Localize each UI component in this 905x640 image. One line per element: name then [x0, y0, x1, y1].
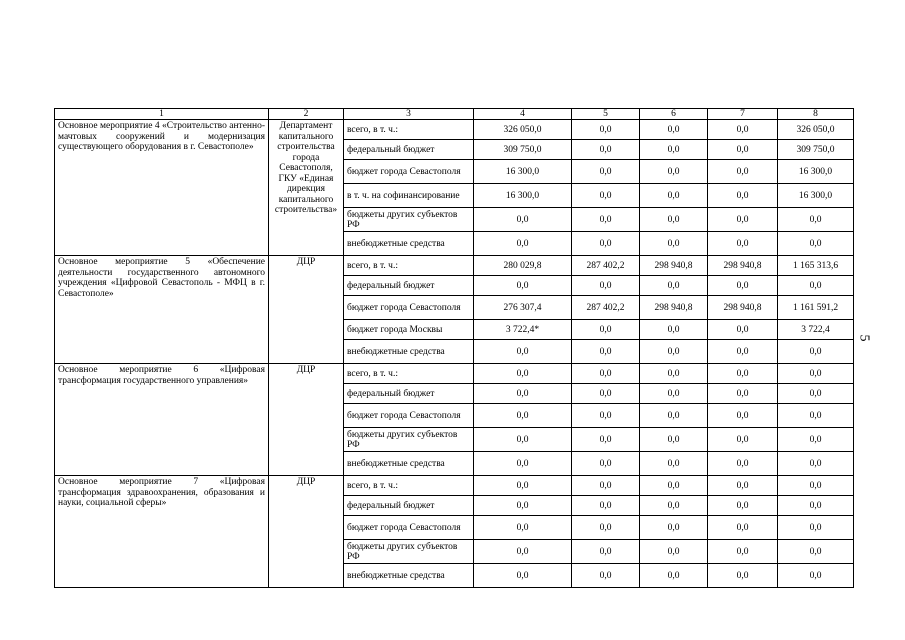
amount-cell: 0,0: [708, 476, 778, 496]
funding-source: бюджет города Севастополя: [344, 404, 474, 428]
amount-cell: 0,0: [708, 364, 778, 384]
amount-cell: 3 722,4: [778, 320, 854, 340]
amount-cell: 0,0: [708, 320, 778, 340]
column-header: 7: [708, 109, 778, 120]
amount-cell: 0,0: [474, 516, 572, 540]
amount-cell: 276 307,4: [474, 296, 572, 320]
amount-cell: 0,0: [708, 340, 778, 364]
funding-source: бюджеты других субъектов РФ: [344, 540, 474, 564]
amount-cell: 0,0: [572, 496, 640, 516]
table-header-row: [55, 109, 854, 120]
amount-cell: 0,0: [640, 340, 708, 364]
amount-cell: 0,0: [640, 564, 708, 588]
amount-cell: 0,0: [572, 452, 640, 476]
amount-cell: 1 161 591,2: [778, 296, 854, 320]
amount-cell: 298 940,8: [640, 296, 708, 320]
amount-cell: 0,0: [474, 496, 572, 516]
executor: ДЦР: [269, 364, 344, 476]
column-header: 6: [640, 109, 708, 120]
amount-cell: 0,0: [474, 452, 572, 476]
funding-source: внебюджетные средства: [344, 232, 474, 256]
amount-cell: 0,0: [708, 496, 778, 516]
amount-cell: 0,0: [474, 340, 572, 364]
amount-cell: 0,0: [708, 208, 778, 232]
amount-cell: 0,0: [640, 428, 708, 452]
amount-cell: 0,0: [708, 564, 778, 588]
amount-cell: 0,0: [474, 276, 572, 296]
funding-table: [54, 108, 854, 588]
funding-source: внебюджетные средства: [344, 340, 474, 364]
amount-cell: 0,0: [572, 384, 640, 404]
amount-cell: 0,0: [778, 232, 854, 256]
amount-cell: 0,0: [572, 564, 640, 588]
amount-cell: 0,0: [474, 428, 572, 452]
amount-cell: 0,0: [640, 452, 708, 476]
table-row: [55, 364, 854, 384]
funding-source: всего, в т. ч.:: [344, 120, 474, 140]
amount-cell: 0,0: [708, 516, 778, 540]
funding-source: бюджеты других субъектов РФ: [344, 208, 474, 232]
funding-source: федеральный бюджет: [344, 140, 474, 160]
amount-cell: 0,0: [572, 340, 640, 364]
amount-cell: 0,0: [572, 208, 640, 232]
amount-cell: 0,0: [640, 120, 708, 140]
funding-source: бюджет города Москвы: [344, 320, 474, 340]
amount-cell: 0,0: [640, 540, 708, 564]
amount-cell: 0,0: [640, 476, 708, 496]
amount-cell: 3 722,4*: [474, 320, 572, 340]
amount-cell: 16 300,0: [474, 184, 572, 208]
amount-cell: 0,0: [474, 208, 572, 232]
amount-cell: 298 940,8: [708, 296, 778, 320]
amount-cell: 298 940,8: [708, 256, 778, 276]
amount-cell: 0,0: [572, 540, 640, 564]
amount-cell: 16 300,0: [778, 160, 854, 184]
column-header: 5: [572, 109, 640, 120]
amount-cell: 0,0: [474, 476, 572, 496]
amount-cell: 0,0: [572, 428, 640, 452]
amount-cell: 0,0: [474, 232, 572, 256]
executor: ДЦР: [269, 476, 344, 588]
amount-cell: 0,0: [778, 428, 854, 452]
amount-cell: 0,0: [474, 540, 572, 564]
table-row: [55, 256, 854, 276]
amount-cell: 0,0: [572, 276, 640, 296]
amount-cell: 0,0: [778, 208, 854, 232]
amount-cell: 16 300,0: [474, 160, 572, 184]
funding-source: бюджет города Севастополя: [344, 516, 474, 540]
amount-cell: 0,0: [708, 428, 778, 452]
amount-cell: 0,0: [572, 404, 640, 428]
amount-cell: 280 029,8: [474, 256, 572, 276]
amount-cell: 0,0: [778, 384, 854, 404]
funding-source: федеральный бюджет: [344, 496, 474, 516]
activity-name: Основное мероприятие 4 «Строительство антенно-мачтовых сооружений и модернизация существующего оборудования в г. Севастополе»: [55, 120, 269, 256]
amount-cell: 0,0: [708, 160, 778, 184]
page-number: 5: [856, 334, 872, 342]
amount-cell: 0,0: [778, 404, 854, 428]
amount-cell: 0,0: [708, 540, 778, 564]
funding-source: в т. ч. на софинансирование: [344, 184, 474, 208]
funding-source: всего, в т. ч.:: [344, 364, 474, 384]
amount-cell: 309 750,0: [474, 140, 572, 160]
amount-cell: 0,0: [708, 404, 778, 428]
amount-cell: 0,0: [572, 476, 640, 496]
column-header: 1: [55, 109, 269, 120]
amount-cell: 0,0: [640, 320, 708, 340]
table-row: [55, 476, 854, 496]
funding-source: бюджет города Севастополя: [344, 296, 474, 320]
funding-source: федеральный бюджет: [344, 384, 474, 404]
amount-cell: 0,0: [708, 120, 778, 140]
amount-cell: 0,0: [640, 404, 708, 428]
amount-cell: 0,0: [640, 184, 708, 208]
amount-cell: 0,0: [640, 364, 708, 384]
amount-cell: 298 940,8: [640, 256, 708, 276]
amount-cell: 0,0: [640, 232, 708, 256]
funding-source: федеральный бюджет: [344, 276, 474, 296]
activity-name: Основное мероприятие 5 «Обеспечение деятельности государственного автономного учреждения «Цифровой Севастополь - МФЦ в г. Севастополе»: [55, 256, 269, 364]
amount-cell: 0,0: [474, 404, 572, 428]
amount-cell: 0,0: [778, 452, 854, 476]
column-header: 8: [778, 109, 854, 120]
funding-source: внебюджетные средства: [344, 564, 474, 588]
amount-cell: 16 300,0: [778, 184, 854, 208]
amount-cell: 0,0: [572, 184, 640, 208]
amount-cell: 0,0: [708, 140, 778, 160]
funding-source: всего, в т. ч.:: [344, 476, 474, 496]
funding-source: бюджеты других субъектов РФ: [344, 428, 474, 452]
executor: ДЦР: [269, 256, 344, 364]
amount-cell: 1 165 313,6: [778, 256, 854, 276]
funding-source: внебюджетные средства: [344, 452, 474, 476]
amount-cell: 0,0: [640, 384, 708, 404]
amount-cell: 0,0: [708, 384, 778, 404]
amount-cell: 326 050,0: [474, 120, 572, 140]
amount-cell: 0,0: [708, 232, 778, 256]
column-header: 3: [344, 109, 474, 120]
amount-cell: 0,0: [572, 320, 640, 340]
column-header: 4: [474, 109, 572, 120]
amount-cell: 0,0: [640, 276, 708, 296]
amount-cell: 0,0: [778, 276, 854, 296]
amount-cell: 0,0: [778, 564, 854, 588]
amount-cell: 0,0: [572, 232, 640, 256]
amount-cell: 0,0: [572, 140, 640, 160]
amount-cell: 0,0: [640, 140, 708, 160]
amount-cell: 0,0: [778, 516, 854, 540]
amount-cell: 326 050,0: [778, 120, 854, 140]
activity-name: Основное мероприятие 7 «Цифровая трансформация здравоохранения, образования и науки, социальной сферы»: [55, 476, 269, 588]
amount-cell: 0,0: [640, 516, 708, 540]
amount-cell: 0,0: [572, 516, 640, 540]
amount-cell: 0,0: [572, 120, 640, 140]
amount-cell: 0,0: [474, 364, 572, 384]
amount-cell: 287 402,2: [572, 296, 640, 320]
amount-cell: 0,0: [572, 160, 640, 184]
amount-cell: 0,0: [778, 476, 854, 496]
amount-cell: 0,0: [640, 208, 708, 232]
amount-cell: 0,0: [778, 496, 854, 516]
amount-cell: 0,0: [778, 540, 854, 564]
amount-cell: 0,0: [474, 384, 572, 404]
amount-cell: 287 402,2: [572, 256, 640, 276]
amount-cell: 0,0: [708, 276, 778, 296]
funding-source: всего, в т. ч.:: [344, 256, 474, 276]
funding-source: бюджет города Севастополя: [344, 160, 474, 184]
activity-name: Основное мероприятие 6 «Цифровая трансформация государственного управления»: [55, 364, 269, 476]
table-row: [55, 120, 854, 140]
amount-cell: 0,0: [640, 496, 708, 516]
amount-cell: 0,0: [572, 364, 640, 384]
amount-cell: 0,0: [778, 364, 854, 384]
amount-cell: 0,0: [708, 184, 778, 208]
amount-cell: 0,0: [708, 452, 778, 476]
amount-cell: 309 750,0: [778, 140, 854, 160]
amount-cell: 0,0: [474, 564, 572, 588]
column-header: 2: [269, 109, 344, 120]
amount-cell: 0,0: [640, 160, 708, 184]
amount-cell: 0,0: [778, 340, 854, 364]
executor: Департамент капитального строительства города Севастополя, ГКУ «Единая дирекция капитального строительства»: [269, 120, 344, 256]
